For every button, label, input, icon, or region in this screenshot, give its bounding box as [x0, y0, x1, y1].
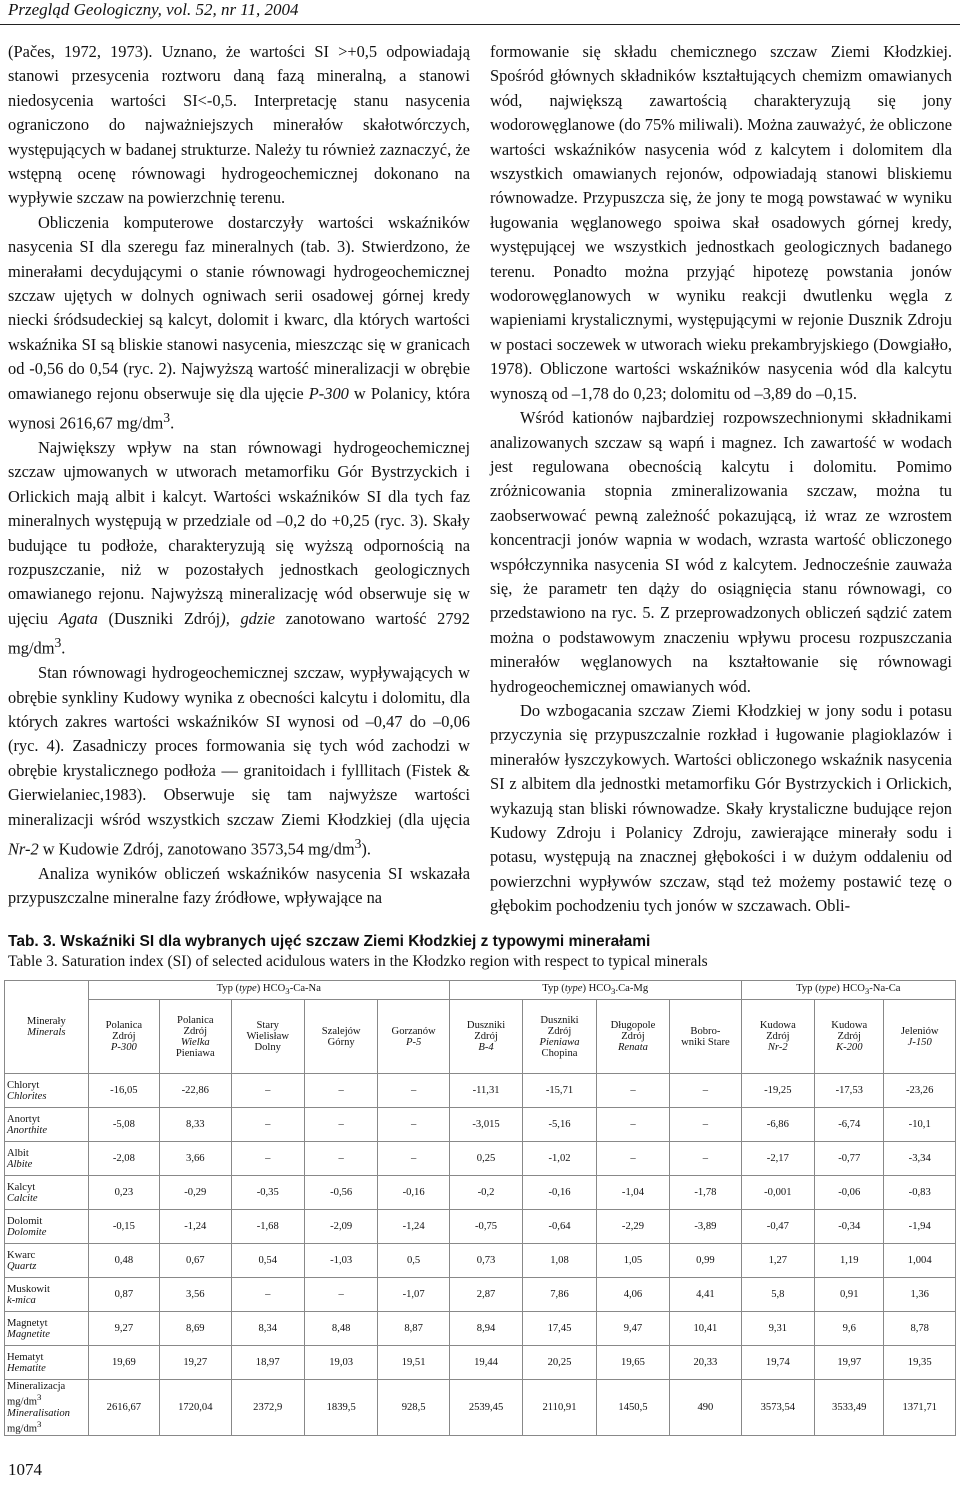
si-value: 19,74: [741, 1346, 814, 1380]
si-value: 19,97: [815, 1346, 884, 1380]
left-paragraph-1: (Pačes, 1972, 1973). Uznano, że wartości SI >+0,5 odpowiadają stanowi przesycenia roztworu daną fazą mineralną, a stanowi niedosycenia wartości SI<-0,5. Interpretację stanu nasycenia ograniczono do najważniejszych minerałów skałotwórczych, występujących w badanej strukturze. Należy tu również zaznaczyć, że wstępną ocenę równowagi hydrogeochemicznej dokonano na wypływie szczaw na powierzchnię terenu.: [8, 42, 470, 208]
si-value: 1,08: [523, 1244, 596, 1278]
type-header: Typ (type) $HCO_3.Ca-Mg$: [449, 981, 741, 1000]
si-value: -0,15: [88, 1210, 159, 1244]
si-value: -2,29: [596, 1210, 669, 1244]
column-header-row: [5, 1000, 956, 1074]
si-value: -0,29: [160, 1176, 231, 1210]
si-value: -15,71: [523, 1074, 596, 1108]
si-value: 0,99: [670, 1244, 741, 1278]
well-name: Nr-2: [8, 839, 39, 859]
si-value: -5,16: [523, 1108, 596, 1142]
mineralisation-value: 1450,5: [596, 1380, 669, 1436]
left-paragraph-4: Stan równowagi hydrogeochemicznej szczaw, wypływających w obrębie synkliny Kudowy wynika z obecności kalcytu i dolomitu, dla których zakres wartości wskaźników SI wynosi od –0,47 do –0,06 (ryc. 4). Zasadniczy proces formowania się tych wód zachodzi w obrębie krystalicznego podłoża — granitoidach i fylllitach (Fistek & Gierwielaniec,1983). Obserwuje się tam najwyższe wartości mineralizacji wśród wszystkich szczaw Ziemi Kłodzkiej (dla ujęcia Nr-2 w Kudowie Zdrój, zanotowano 3573,54 $mg/dm^3$).: [8, 663, 470, 859]
si-value: -1,68: [231, 1210, 304, 1244]
si-value: -1,24: [160, 1210, 231, 1244]
mineralisation-value: 1839,5: [304, 1380, 377, 1436]
column-header: Kudowa Zdrój Nr-2: [741, 1000, 814, 1074]
si-value: –: [596, 1074, 669, 1108]
mineral-name: Chloryt Chlorites: [5, 1074, 89, 1108]
mineralisation-value: 928,5: [378, 1380, 449, 1436]
mineral-name: Anortyt Anorthite: [5, 1108, 89, 1142]
right-column: [490, 40, 952, 919]
right-paragraph-3: Do wzbogacania szczaw Ziemi Kłodzkiej w jony sodu i potasu przyczynia się przypuszczalnie rozkład i ługowanie plagioklazów i minerałów łyszczykowych. Wartości obliczonego wskaźnik nasycenia SI z albitem dla jednostki metamorfiku Gór Bystrzyckich i Orlickich, wykazują stan bliski równowadze. Skały krystaliczne budujące rejon Kudowy Zdroju i Polanicy Zdroju, zawierające minerały sodu i potasu, występują na znacznej głębokości i w dużym oddaleniu od powierzchni wypływów szczaw, stąd też możemy postawić tezę o głębokim pochodzeniu tych jonów w szczawach. Obli-: [490, 700, 952, 916]
si-value: 0,48: [88, 1244, 159, 1278]
si-value: 1,05: [596, 1244, 669, 1278]
si-value: -1,02: [523, 1142, 596, 1176]
si-value: –: [231, 1278, 304, 1312]
table-row: [5, 1244, 956, 1278]
si-value: 0,5: [378, 1244, 449, 1278]
mineral-header: Minerały Minerals: [5, 981, 89, 1074]
table-body: [5, 1074, 956, 1436]
si-value: 1,36: [884, 1278, 956, 1312]
left-paragraph-2: Obliczenia komputerowe dostarczyły wartości wskaźników nasycenia SI dla szeregu faz mineralnych (tab. 3). Stwierdzono, że minerałami decydującymi o stanie równowagi hydrogeochemicznej szczaw ujętych w dolnych ogniwach serii osadowej górnej kredy niecki śródsudeckiej są kalcyt, dolomit i kwarc, dla których wartości wskaźnika SI są bliskie stanowi nasycenia, mieszcząc się w granicach od -0,56 do 0,54 (ryc. 2). Najwyższą wartość mineralizacji w obrębie omawianego rejonu obserwuje się dla ujęcie P-300 w Polanicy, która wynosi 2616,67 $mg/dm^3$.: [8, 212, 470, 433]
si-value: 8,34: [231, 1312, 304, 1346]
si-value: -1,78: [670, 1176, 741, 1210]
si-value: -3,34: [884, 1142, 956, 1176]
left-paragraph-3: Największy wpływ na stan równowagi hydrogeochemicznej szczaw ujmowanych w utworach metamorfiku Gór Bystrzyckich i Orlickich mają albit i kalcyt. Wartości wskaźników SI dla tych faz mineralnych występują w przedziale od –0,2 do +0,25 (ryc. 3). Skały budujące tu podłoże, charakteryzują się wyższą odpornością na rozpuszczanie, niż w pozostałych jednostkach geologicznych omawianego rejonu. Najwyższą mineralizację wód obserwuje się w ujęciu Agata (Duszniki Zdrój), gdzie zanotowano wartość 2792 $mg/dm^3$.: [8, 437, 470, 658]
si-value: 5,8: [741, 1278, 814, 1312]
mineralisation-value: 3573,54: [741, 1380, 814, 1436]
column-header: Duszniki Zdrój Pieniawa Chopina: [523, 1000, 596, 1074]
si-value: 8,33: [160, 1108, 231, 1142]
mineral-name: Magnetyt Magnetite: [5, 1312, 89, 1346]
mineralisation-value: 3533,49: [815, 1380, 884, 1436]
si-value: -0,47: [741, 1210, 814, 1244]
si-value: -6,74: [815, 1108, 884, 1142]
si-value: -0,001: [741, 1176, 814, 1210]
si-value: 19,44: [449, 1346, 522, 1380]
si-value: 4,06: [596, 1278, 669, 1312]
mineralisation-row: [5, 1380, 956, 1436]
journal-header: Przegląd Geologiczny, vol. 52, nr 11, 2004: [8, 0, 299, 19]
table-row: [5, 1312, 956, 1346]
si-value: –: [231, 1108, 304, 1142]
column-header: Polanica Zdrój P-300: [88, 1000, 159, 1074]
si-value: 19,65: [596, 1346, 669, 1380]
column-header: Stary Wielisław Dolny: [231, 1000, 304, 1074]
mineral-name: Mineralizacja $mg/dm^3$ Mineralisation $mg/dm^3$: [5, 1380, 89, 1436]
si-value: 7,86: [523, 1278, 596, 1312]
si-value: -3,015: [449, 1108, 522, 1142]
si-value: 2,87: [449, 1278, 522, 1312]
si-value: -1,94: [884, 1210, 956, 1244]
si-value: –: [670, 1074, 741, 1108]
si-value: –: [304, 1108, 377, 1142]
column-header: Polanica Zdrój Wielka Pieniawa: [160, 1000, 231, 1074]
column-header: Kudowa Zdrój K-200: [815, 1000, 884, 1074]
type-header: Typ (type) $HCO_3-Ca-Na$: [88, 981, 449, 1000]
si-value: 1,19: [815, 1244, 884, 1278]
si-value: 3,66: [160, 1142, 231, 1176]
page-number: 1074: [8, 1460, 42, 1479]
si-value: -17,53: [815, 1074, 884, 1108]
table-row: [5, 1108, 956, 1142]
si-value: -0,16: [523, 1176, 596, 1210]
si-value: 0,54: [231, 1244, 304, 1278]
si-value: 8,69: [160, 1312, 231, 1346]
si-value: –: [378, 1142, 449, 1176]
si-value: 9,31: [741, 1312, 814, 1346]
column-header: Szalejów Górny: [304, 1000, 377, 1074]
mineralisation-value: 490: [670, 1380, 741, 1436]
column-header: Długopole Zdrój Renata: [596, 1000, 669, 1074]
si-value: -1,24: [378, 1210, 449, 1244]
si-value: 19,27: [160, 1346, 231, 1380]
mineral-name: Kalcyt Calcite: [5, 1176, 89, 1210]
si-value: 3,56: [160, 1278, 231, 1312]
si-value: 1,27: [741, 1244, 814, 1278]
si-value: –: [670, 1142, 741, 1176]
si-value: -1,07: [378, 1278, 449, 1312]
caption-polish: Tab. 3. Wskaźniki SI dla wybranych ujęć szczaw Ziemi Kłodzkiej z typowymi minerałami: [8, 933, 651, 950]
si-value: 8,48: [304, 1312, 377, 1346]
si-value: 8,94: [449, 1312, 522, 1346]
table-row: [5, 1210, 956, 1244]
si-value: –: [231, 1142, 304, 1176]
si-value: 18,97: [231, 1346, 304, 1380]
table-row: [5, 1074, 956, 1108]
si-value: 20,25: [523, 1346, 596, 1380]
si-value: 19,69: [88, 1346, 159, 1380]
si-value: -0,64: [523, 1210, 596, 1244]
right-paragraph-1: formowanie się składu chemicznego szczaw Ziemi Kłodzkiej. Spośród głównych składników kształtujących chemizm omawianych wód, największą zawartością charakteryzują się jony wodorowęglanowe (do 75% miliwali). Można zauważyć, że obliczone wartości wskaźników nasycenia wód z kalcytem i dolomitem dla wszystkich omawianych rejonów, odpowiadają stanowi bliskiemu równowadze. Przypuszcza się, że jony te mogą powstawać w wyniku ługowania węglanowego spoiwa skał osadowych górnej kredy, występującej we wszystkich jednostkach geologicznych badanego terenu. Ponadto można przyjąć hipotezę powstania jonów wodorowęglanowych w wyniku reakcji dwutlenku węgla z wapieniami krystalicznymi, występującymi w rejonie Dusznik Zdroju w postaci soczewek w utworach wieku prekambryjskiego (Dowgiałło, 1978). Obliczone wartości wskaźników nasycenia wód dla kalcytu wynoszą od –1,78 do 0,23; dolomitu od –3,89 do –0,15.: [490, 42, 952, 403]
si-value: 9,27: [88, 1312, 159, 1346]
si-value: -5,08: [88, 1108, 159, 1142]
si-value: 17,45: [523, 1312, 596, 1346]
column-header: Jeleniów J-150: [884, 1000, 956, 1074]
si-value: 0,73: [449, 1244, 522, 1278]
caption-english: Table 3. Saturation index (SI) of selected acidulous waters in the Kłodzko region with respect to typical minerals: [8, 953, 708, 970]
column-header: Bobro- wniki Stare: [670, 1000, 741, 1074]
well-name: P-300: [308, 383, 349, 403]
si-value: -16,05: [88, 1074, 159, 1108]
si-value: -3,89: [670, 1210, 741, 1244]
mineralisation-value: 2110,91: [523, 1380, 596, 1436]
left-paragraph-5: Analiza wyników obliczeń wskaźników nasycenia SI wskazała przypuszczalne mineralne fazy źródłowe, wpływające na: [8, 863, 470, 908]
si-value: –: [304, 1278, 377, 1312]
si-value: 9,6: [815, 1312, 884, 1346]
table-row: [5, 1278, 956, 1312]
table-row: [5, 1176, 956, 1210]
si-value: -10,1: [884, 1108, 956, 1142]
si-value: –: [378, 1074, 449, 1108]
table-caption: [8, 932, 708, 972]
si-value: -2,17: [741, 1142, 814, 1176]
si-value: 19,51: [378, 1346, 449, 1380]
si-value: 9,47: [596, 1312, 669, 1346]
si-value: –: [231, 1074, 304, 1108]
column-header: Duszniki Zdrój B-4: [449, 1000, 522, 1074]
mineral-name: Muskowit k-mica: [5, 1278, 89, 1312]
si-value: -0,56: [304, 1176, 377, 1210]
left-column: [8, 40, 470, 911]
si-value: 0,25: [449, 1142, 522, 1176]
si-value: -19,25: [741, 1074, 814, 1108]
si-value: –: [596, 1108, 669, 1142]
type-header: Typ (type) $HCO_3-Na-Ca$: [741, 981, 955, 1000]
table-row: [5, 1142, 956, 1176]
si-value: –: [304, 1142, 377, 1176]
mineralisation-value: 2372,9: [231, 1380, 304, 1436]
mineralisation-value: 1371,71: [884, 1380, 956, 1436]
si-value: 19,35: [884, 1346, 956, 1380]
si-value: -0,2: [449, 1176, 522, 1210]
si-value: -0,34: [815, 1210, 884, 1244]
si-value: -2,08: [88, 1142, 159, 1176]
si-value: 0,87: [88, 1278, 159, 1312]
si-value: –: [670, 1108, 741, 1142]
mineral-name: Albit Albite: [5, 1142, 89, 1176]
saturation-index-table: [4, 980, 956, 1436]
si-value: 8,87: [378, 1312, 449, 1346]
si-value: -0,75: [449, 1210, 522, 1244]
si-value: -1,03: [304, 1244, 377, 1278]
si-value: -0,77: [815, 1142, 884, 1176]
column-header: Gorzanów P-5: [378, 1000, 449, 1074]
si-value: -6,86: [741, 1108, 814, 1142]
si-value: -2,09: [304, 1210, 377, 1244]
si-value: 0,91: [815, 1278, 884, 1312]
si-value: -22,86: [160, 1074, 231, 1108]
si-value: -11,31: [449, 1074, 522, 1108]
type-header-row: [5, 981, 956, 1000]
si-value: -1,04: [596, 1176, 669, 1210]
si-value: 8,78: [884, 1312, 956, 1346]
si-value: -0,83: [884, 1176, 956, 1210]
si-value: –: [596, 1142, 669, 1176]
right-paragraph-2: Wśród kationów najbardziej rozpowszechnionymi składnikami analizowanych szczaw są wapń i magnez. Ich zawartość w wodach jest regulowana obecnością kalcytu i dolomitu. Pomimo zróżnicowania stopnia zmineralizowania szczaw, można tu zaobserwować pewną zależność pokazującą, iż wraz ze wzrostem koncentracji jonów wapnia w wodach, wzrasta wartość obliczonego współczynnika nasycenia SI wód z kalcytem. Jednocześnie zauważa się, że parametr ten dąży do osiągnięcia stanu równowagi, co przedstawiono na ryc. 5. Z przeprowadzonych obliczeń sądzić zatem można o podstawowym znaczeniu wpływu procesu rozpuszczania minerałów węglanowych na kształtowanie się równowagi hydrogeochemicznej omawianych wód.: [490, 408, 952, 696]
si-value: -0,16: [378, 1176, 449, 1210]
table-row: [5, 1346, 956, 1380]
mineralisation-value: 2539,45: [449, 1380, 522, 1436]
si-value: 20,33: [670, 1346, 741, 1380]
well-name: Agata: [58, 608, 98, 628]
si-value: 0,67: [160, 1244, 231, 1278]
mineral-name: Dolomit Dolomite: [5, 1210, 89, 1244]
mineral-name: Hematyt Hematite: [5, 1346, 89, 1380]
mineralisation-value: 1720,04: [160, 1380, 231, 1436]
si-value: 1,004: [884, 1244, 956, 1278]
si-value: -23,26: [884, 1074, 956, 1108]
mineralisation-value: 2616,67: [88, 1380, 159, 1436]
si-value: –: [378, 1108, 449, 1142]
si-value: 19,03: [304, 1346, 377, 1380]
mineral-name: Kwarc Quartz: [5, 1244, 89, 1278]
si-value: –: [304, 1074, 377, 1108]
si-value: -0,06: [815, 1176, 884, 1210]
si-value: 4,41: [670, 1278, 741, 1312]
si-value: -0,35: [231, 1176, 304, 1210]
si-value: 0,23: [88, 1176, 159, 1210]
si-value: 10,41: [670, 1312, 741, 1346]
header-rule: [0, 24, 960, 25]
